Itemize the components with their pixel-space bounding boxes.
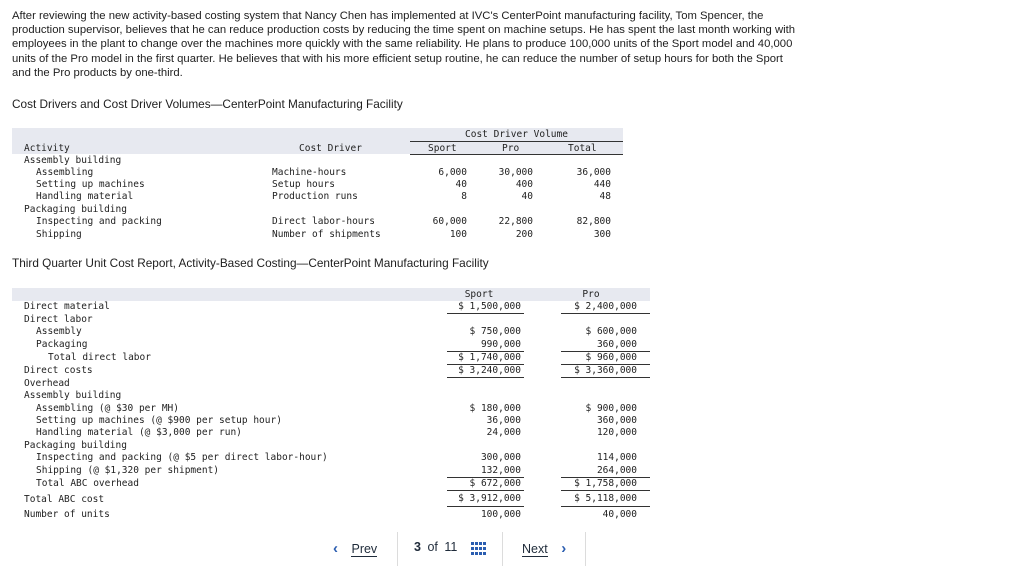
- pagination-divider: [502, 532, 503, 566]
- table2-row-sport: $ 1,740,000: [458, 352, 521, 363]
- table1-row-activity: Handling material: [36, 191, 134, 202]
- pagination-divider: [397, 532, 398, 566]
- table1-group-rule: [410, 141, 623, 142]
- table2-row-label: Total direct labor: [48, 352, 151, 363]
- table2-row-sport: $ 1,500,000: [458, 301, 521, 312]
- table2-rule: [561, 490, 650, 491]
- prev-button[interactable]: [333, 540, 377, 557]
- table1-row-total: 36,000: [576, 167, 611, 178]
- table1-row-sport: 6,000: [438, 167, 467, 178]
- table2-row-label: Packaging: [36, 339, 88, 350]
- page-of: of: [427, 540, 438, 554]
- table1-header-pro: Pro: [502, 143, 520, 154]
- table2-row-pro: $ 3,360,000: [574, 365, 637, 376]
- table2-row-sport: 36,000: [486, 415, 521, 426]
- table2-row-label: Total ABC cost: [24, 494, 105, 505]
- page-current: 3: [414, 540, 421, 554]
- table1-row-pro: 22,800: [498, 216, 533, 227]
- table2-row-pro: 40,000: [602, 509, 637, 520]
- table2-row-label: Setting up machines (@ $900 per setup hour): [36, 415, 282, 426]
- table1-row-activity: Setting up machines: [36, 179, 145, 190]
- table2-row-label: Assembly: [36, 326, 82, 337]
- table2-row-pro: $ 900,000: [585, 403, 637, 414]
- table1-row-total: 48: [599, 191, 611, 202]
- table1-row-activity: Shipping: [36, 229, 82, 240]
- table2-row-label: Direct material: [24, 301, 110, 312]
- table2-row-label: Handling material (@ $3,000 per run): [36, 427, 242, 438]
- table2-row-label: Packaging building: [24, 440, 127, 451]
- table2-title: Third Quarter Unit Cost Report, Activity-Based Costing—CenterPoint Manufacturing Facility: [12, 256, 489, 270]
- table1-row-activity: Assembling: [36, 167, 94, 178]
- table2-rule: [561, 506, 650, 507]
- chevron-left-icon: ‹: [333, 540, 338, 557]
- table2-row-sport: 990,000: [480, 339, 521, 350]
- table2-header-pro: Pro: [582, 289, 600, 300]
- table2-row-sport: $ 3,912,000: [458, 493, 521, 504]
- chevron-right-icon: ›: [561, 540, 567, 557]
- table2-row-sport: 300,000: [480, 452, 521, 463]
- table2-row-label: Overhead: [24, 378, 70, 389]
- table2-row-label: Assembly building: [24, 390, 122, 401]
- table2-rule: [447, 377, 524, 378]
- table2-row-sport: 132,000: [480, 465, 521, 476]
- table1-row-sport: 40: [455, 179, 467, 190]
- table1-row-total: 300: [593, 229, 611, 240]
- table2-row-pro: 360,000: [596, 339, 637, 350]
- table1-row-driver: Direct labor-hours: [272, 216, 375, 227]
- table2-row-sport: $ 3,240,000: [458, 365, 521, 376]
- table2-rule: [447, 313, 524, 314]
- table2-rule: [561, 313, 650, 314]
- table1-row-driver: Machine-hours: [272, 167, 347, 178]
- table2-row-sport: $ 180,000: [469, 403, 521, 414]
- table1-row-pro: 30,000: [498, 167, 533, 178]
- table1-header-rule: [410, 154, 623, 155]
- table1-header-total: Total: [568, 143, 597, 154]
- next-button[interactable]: [522, 540, 566, 557]
- table1-title: Cost Drivers and Cost Driver Volumes—CenterPoint Manufacturing Facility: [12, 97, 403, 111]
- table2-row-pro: $ 5,118,000: [574, 493, 637, 504]
- page-total: 11: [444, 540, 458, 554]
- table1-group-header: Cost Driver Volume: [465, 129, 568, 140]
- page-indicator: [414, 540, 457, 554]
- table2-row-pro: 120,000: [596, 427, 637, 438]
- table2-header-sport: Sport: [464, 289, 494, 300]
- table2-row-label: Total ABC overhead: [36, 478, 139, 489]
- table1-row-activity: Packaging building: [24, 204, 127, 215]
- table2-row-sport: 100,000: [480, 509, 521, 520]
- table1-row-sport: 60,000: [432, 216, 467, 227]
- table2-row-label: Number of units: [24, 509, 110, 520]
- table1-row-pro: 200: [515, 229, 533, 240]
- table2-row-label: Direct labor: [24, 314, 93, 325]
- table2-row-pro: $ 960,000: [585, 352, 637, 363]
- table2-rule: [561, 377, 650, 378]
- table2-header-band: [12, 288, 650, 301]
- table1-row-activity: Assembly building: [24, 155, 122, 166]
- table1-header-activity: Activity: [24, 143, 70, 154]
- table2-rule: [447, 490, 524, 491]
- grid-icon[interactable]: [471, 542, 485, 556]
- table2-row-pro: 360,000: [596, 415, 637, 426]
- table1-row-activity: Inspecting and packing: [36, 216, 162, 227]
- table1-row-pro: 400: [515, 179, 533, 190]
- table2-row-pro: $ 2,400,000: [574, 301, 637, 312]
- table2-row-pro: 264,000: [596, 465, 637, 476]
- table1-row-sport: 8: [461, 191, 467, 202]
- table2-row-sport: $ 750,000: [469, 326, 521, 337]
- table1-header-sport: Sport: [428, 143, 457, 154]
- table2-row-sport: 24,000: [486, 427, 521, 438]
- table1-row-total: 82,800: [576, 216, 611, 227]
- intro-paragraph: After reviewing the new activity-based costing system that Nancy Chen has implemented at IVC's CenterPoint manufacturing facility, Tom Spencer, the production supervisor, believes that he can reduce production costs by reducing the time spent on machine setups. He has spent the last month working with employees in the plant to change over the machines more quickly with the same reliability. He plans to produce 100,000 units of the Sport model and 40,000 units of the Pro model in the first quarter. He believes that with his more efficient setup routine, he can reduce the number of setup hours for both the Sport and the Pro products by one-third.: [12, 10, 796, 79]
- table1-row-sport: 100: [449, 229, 467, 240]
- next-label: Next: [522, 542, 548, 556]
- table2-row-pro: $ 600,000: [585, 326, 637, 337]
- table1-row-driver: Setup hours: [272, 179, 335, 190]
- table2-row-sport: $ 672,000: [469, 478, 521, 489]
- prev-label: Prev: [351, 542, 378, 556]
- table2-rule: [447, 506, 524, 507]
- table2-row-pro: 114,000: [596, 452, 637, 463]
- table2-row-pro: $ 1,758,000: [574, 478, 637, 489]
- table2-row-label: Direct costs: [24, 365, 93, 376]
- table1-header-driver: Cost Driver: [299, 143, 362, 154]
- table1-row-pro: 40: [521, 191, 533, 202]
- table1-row-driver: Production runs: [272, 191, 358, 202]
- table1-row-driver: Number of shipments: [272, 229, 381, 240]
- table2-row-label: Assembling (@ $30 per MH): [36, 403, 179, 414]
- pagination-divider: [585, 532, 586, 566]
- table2-row-label: Inspecting and packing (@ $5 per direct labor-hour): [36, 452, 328, 463]
- table1-row-total: 440: [593, 179, 611, 190]
- table2-row-label: Shipping (@ $1,320 per shipment): [36, 465, 220, 476]
